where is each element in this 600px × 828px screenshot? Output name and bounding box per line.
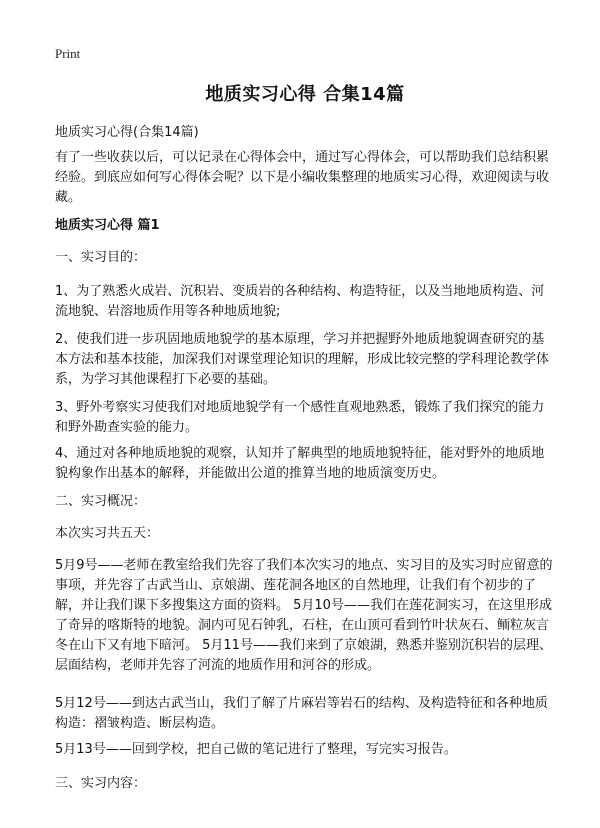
section-heading: 地质实习心得 篇1: [55, 218, 160, 233]
content-title: 三、实习内容：: [55, 776, 147, 791]
page-title: 地质实习心得 合集14篇: [205, 84, 405, 105]
overview-title: 二、实习概况：: [55, 494, 147, 509]
overview-intro: 本次实习共五天：: [55, 526, 160, 541]
purpose-item: 1、为了熟悉火成岩、沉积岩、变质岩的各种结构、构造特征，以及当地地质构造、河流地貌、岩溶地质作用等各种地质地貌;: [55, 284, 545, 319]
intro-paragraph: 有了一些收获以后，可以记录在心得体会中，通过写心得体会，可以帮助我们总结积累经验。到底应如何写心得体会呢？以下是小编收集整理的地质实习心得，欢迎阅读与收藏。: [55, 150, 550, 205]
document-subtitle: 地质实习心得(合集14篇): [55, 125, 199, 140]
overview-item: 5月13号——回到学校，把自己做的笔记进行了整理，写完实习报告。: [55, 742, 457, 757]
overview-item: 5月12号——到达古武当山，我们了解了片麻岩等岩石的结构、及构造特征和各种地质构造：褶皱构造、断层构造。: [55, 696, 548, 731]
purpose-item: 3、野外考察实习使我们对地质地貌学有一个感性直观地熟悉，锻炼了我们探究的能力和野外勘查实验的能力。: [55, 400, 545, 435]
purpose-item: 2、使我们进一步巩固地质地貌学的基本原理，学习并把握野外地质地貌调查研究的基本方法和基本技能，加深我们对课堂理论知识的理解，形成比较完整的学科理论教学体系，为学习其他课程打下必要的基础。: [55, 332, 550, 387]
overview-item: 5月9号——老师在教室给我们先容了我们本次实习的地点、实习目的及实习时应留意的事项，并先容了古武当山、京娘湖、莲花洞各地区的自然地理，让我们有个初步的了解，并让我们课下多搜集这方面的资料。 5月10号——我们在莲花洞实习，在这里形成了奇异的喀斯特的地貌。洞内可见石钟乳，石柱，在山顶可看到竹叶状灰石、鲕粒灰言冬在山下又有地下暗河。 5月11号——我们来到了京娘湖，熟悉并鉴别沉积岩的层理、层面结构，老师并先容了河流的地质作用和河谷的形成。: [55, 558, 553, 673]
purpose-title: 一、实习目的：: [55, 250, 147, 265]
print-link[interactable]: Print: [55, 46, 81, 61]
purpose-item: 4、通过对各种地质地貌的观察，认知并了解典型的地质地貌特征，能对野外的地质地貌构象作出基本的解释，并能做出公道的推算当地的地质演变历史。: [55, 446, 545, 481]
